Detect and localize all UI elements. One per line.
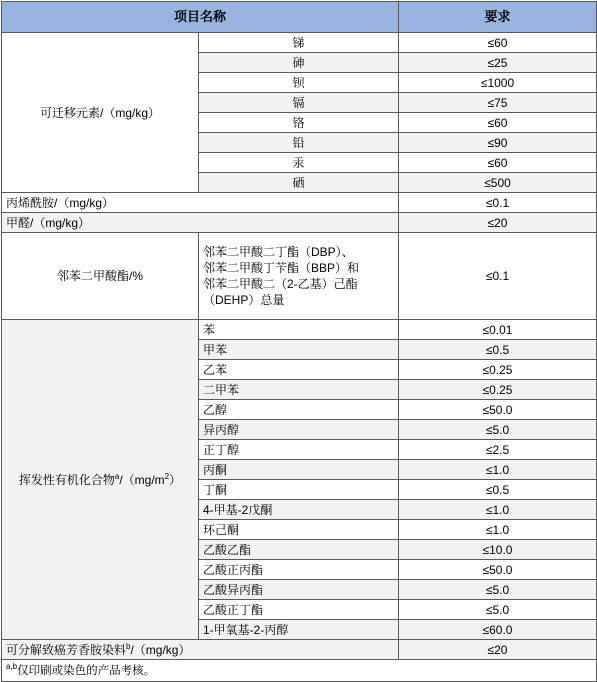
migratable-element-row bbox=[2, 33, 597, 53]
element-name: 汞 bbox=[199, 153, 399, 173]
requirements-table bbox=[1, 1, 597, 682]
phthalate-desc-line: 邻苯二甲酸丁苄酯（BBP）和 bbox=[203, 261, 360, 275]
voc-limit: ≤1.0 bbox=[399, 520, 597, 540]
item-name-header: 项目名称 bbox=[2, 2, 399, 33]
phthalate-label: 邻苯二甲酸酯/% bbox=[2, 233, 199, 320]
voc-limit: ≤60.0 bbox=[399, 620, 597, 640]
voc-limit: ≤50.0 bbox=[399, 560, 597, 580]
voc-limit: ≤0.25 bbox=[399, 360, 597, 380]
phthalate-desc-line: 邻苯二甲酸二丁酯（DBP）、 bbox=[203, 245, 354, 259]
aromatic-amine-limit: ≤20 bbox=[399, 640, 597, 660]
footnote bbox=[2, 660, 597, 682]
footnote-markers: a,b bbox=[6, 661, 18, 671]
footnote-marker-b: b bbox=[126, 641, 131, 651]
voc-compound-name: 乙酸乙酯 bbox=[199, 540, 399, 560]
header-row bbox=[2, 2, 597, 33]
voc-limit: ≤1.0 bbox=[399, 500, 597, 520]
voc-limit: ≤2.5 bbox=[399, 440, 597, 460]
element-limit: ≤25 bbox=[399, 53, 597, 73]
formaldehyde-label: 甲醛/（mg/kg） bbox=[2, 213, 399, 233]
voc-compound-name: 环己酮 bbox=[199, 520, 399, 540]
phthalate-desc-line: 邻苯二甲酸二（2-乙基）己酯 bbox=[203, 277, 358, 291]
footer-section bbox=[2, 640, 597, 682]
voc-row bbox=[2, 320, 597, 340]
voc-compound-name: 乙酸异丙酯 bbox=[199, 580, 399, 600]
formaldehyde-row bbox=[2, 213, 597, 233]
voc-limit: ≤0.5 bbox=[399, 340, 597, 360]
voc-limit: ≤5.0 bbox=[399, 600, 597, 620]
element-limit: ≤60 bbox=[399, 33, 597, 53]
voc-compound-name: 苯 bbox=[199, 320, 399, 340]
element-name: 锑 bbox=[199, 33, 399, 53]
voc-compound-name: 1-甲氧基-2-丙醇 bbox=[199, 620, 399, 640]
element-limit: ≤500 bbox=[399, 173, 597, 193]
element-limit: ≤60 bbox=[399, 113, 597, 133]
voc-compound-name: 甲苯 bbox=[199, 340, 399, 360]
voc-compound-name: 丙酮 bbox=[199, 460, 399, 480]
single-items-section bbox=[2, 193, 597, 320]
voc-compound-name: 4-甲基-2戊酮 bbox=[199, 500, 399, 520]
voc-compound-name: 乙苯 bbox=[199, 360, 399, 380]
phthalate-desc-line: （DEHP）总量 bbox=[203, 293, 285, 307]
phthalate-limit: ≤0.1 bbox=[399, 233, 597, 320]
element-limit: ≤60 bbox=[399, 153, 597, 173]
migratable-elements-section bbox=[2, 33, 597, 193]
element-name: 钡 bbox=[199, 73, 399, 93]
element-limit: ≤75 bbox=[399, 93, 597, 113]
voc-compound-name: 二甲苯 bbox=[199, 380, 399, 400]
voc-limit: ≤0.25 bbox=[399, 380, 597, 400]
voc-limit: ≤5.0 bbox=[399, 580, 597, 600]
element-name: 铬 bbox=[199, 113, 399, 133]
voc-label: 挥发性有机化合物$^a/(mg/m^2)$ bbox=[2, 320, 199, 640]
phthalate-row bbox=[2, 233, 597, 320]
voc-compound-name: 乙酸正丁酯 bbox=[199, 600, 399, 620]
element-name: 砷 bbox=[199, 53, 399, 73]
phthalate-description bbox=[199, 233, 399, 320]
voc-section bbox=[2, 320, 597, 640]
element-limit: ≤90 bbox=[399, 133, 597, 153]
element-name: 硒 bbox=[199, 173, 399, 193]
voc-limit: ≤0.01 bbox=[399, 320, 597, 340]
migratable-elements-label: 可迁移元素/（mg/kg） bbox=[2, 33, 199, 193]
formaldehyde-limit: ≤20 bbox=[399, 213, 597, 233]
voc-compound-name: 乙酸正丙酯 bbox=[199, 560, 399, 580]
voc-limit: ≤0.5 bbox=[399, 480, 597, 500]
acrylamide-label: 丙烯酰胺/（mg/kg） bbox=[2, 193, 399, 213]
voc-limit: ≤50.0 bbox=[399, 400, 597, 420]
voc-compound-name: 丁酮 bbox=[199, 480, 399, 500]
aromatic-amine-label: 可分解致癌芳香胺染料$^b$/（mg/kg） bbox=[2, 640, 399, 660]
element-limit: ≤1000 bbox=[399, 73, 597, 93]
voc-compound-name: 异丙醇 bbox=[199, 420, 399, 440]
voc-limit: ≤5.0 bbox=[399, 420, 597, 440]
voc-compound-name: 正丁醇 bbox=[199, 440, 399, 460]
requirement-header: 要求 bbox=[399, 2, 597, 33]
voc-compound-name: 乙醇 bbox=[199, 400, 399, 420]
element-name: 镉 bbox=[199, 93, 399, 113]
voc-limit: ≤10.0 bbox=[399, 540, 597, 560]
acrylamide-limit: ≤0.1 bbox=[399, 193, 597, 213]
voc-limit: ≤1.0 bbox=[399, 460, 597, 480]
acrylamide-row bbox=[2, 193, 597, 213]
aromatic-amine-row bbox=[2, 640, 597, 660]
footnote-row bbox=[2, 660, 597, 682]
footnote-text: 仅印刷或染色的产品考核。 bbox=[17, 664, 156, 677]
element-name: 铅 bbox=[199, 133, 399, 153]
